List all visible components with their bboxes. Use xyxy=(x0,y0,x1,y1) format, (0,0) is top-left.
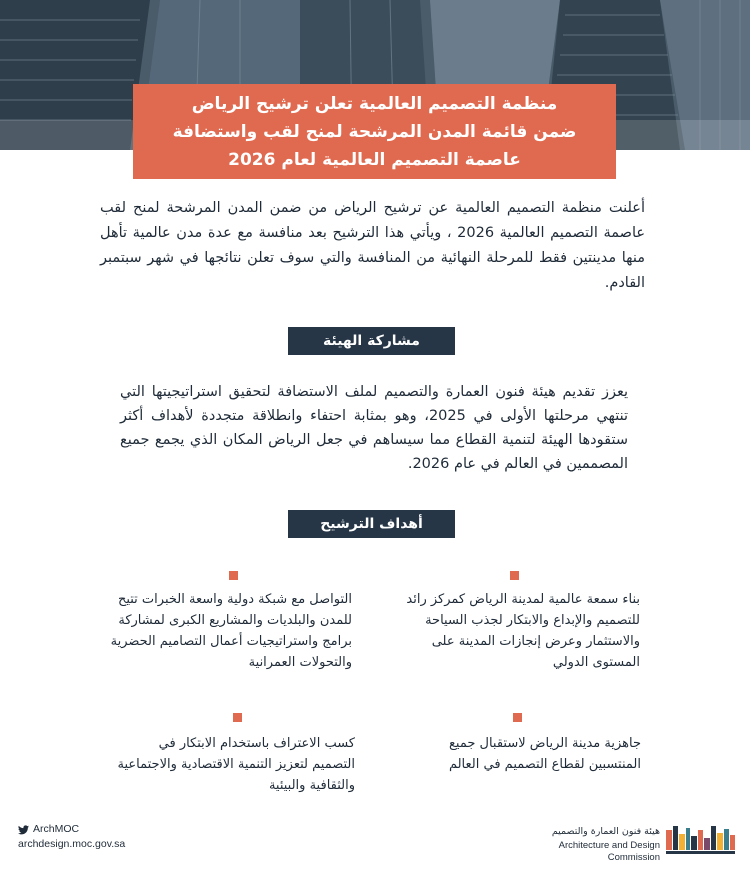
website-link[interactable]: archdesign.moc.gov.sa xyxy=(18,838,126,850)
twitter-handle[interactable]: ArchMOC xyxy=(33,823,80,835)
goal-bullet-1 xyxy=(510,571,519,580)
goal-item-2: التواصل مع شبكة دولية واسعة الخبرات تتيح للمدن والبلديات والمشاريع الكبرى لمشاركة برامج واستراتيجيات أعمال التصاميم الحضرية والتحولات العمرانية xyxy=(110,592,352,670)
headline-line-2: ضمن قائمة المدن المرشحة لمنح لقب واستضافة xyxy=(172,121,577,142)
section-header-goals: أهداف الترشيح xyxy=(288,510,455,538)
footer-contact xyxy=(18,822,125,852)
intro-paragraph: أعلنت منظمة التصميم العالمية عن ترشيح الرياض من ضمن المدن المرشحة لمنح لقب عاصمة التصميم العالمية 2026 ، ويأتي هذا الترشيح بعد منافسة مع عدة مدن عالمية تأهل منها مدينتين فقط للمرحلة النهائية من المنافسة والتي سوف تعلن نتائجها في شهر سبتمبر القادم. xyxy=(100,200,646,291)
goal-bullet-4 xyxy=(233,713,242,722)
goal-bullet-3 xyxy=(513,713,522,722)
participation-paragraph: يعزز تقديم هيئة فنون العمارة والتصميم لملف الاستضافة لتحقيق استراتيجيتها التي تنتهي مرحلتها الأولى في 2025، وهو بمثابة احتفاء وانطلاقة متجددة لأهداف أكثر ستقودها الهيئة لتنمية القطاع مما سيساهم في جعل الرياض المكان الذي يجمع جميع المصممين في العالم في عام 2026. xyxy=(120,384,628,472)
twitter-icon xyxy=(18,825,29,835)
logo-arabic-text: هيئة فنون العمارة والتصميم xyxy=(551,826,660,837)
goal-bullet-2 xyxy=(229,571,238,580)
goal-item-1: بناء سمعة عالمية لمدينة الرياض كمركز رائد للتصميم والإبداع والابتكار لجذب السياحة والاستثمار وعرض إنجازات المدينة على المستوى الدولي xyxy=(406,592,640,670)
headline-box xyxy=(133,84,616,179)
headline-line-1: منظمة التصميم العالمية تعلن ترشيح الرياض xyxy=(191,93,558,114)
headline-line-3: عاصمة التصميم العالمية لعام 2026 xyxy=(228,149,521,170)
section-header-participation: مشاركة الهيئة xyxy=(288,327,455,355)
commission-logo-mark xyxy=(666,824,736,856)
goal-item-3: جاهزية مدينة الرياض لاستقبال جميع المنتسبين لقطاع التصميم في العالم xyxy=(448,736,641,772)
goal-item-4: كسب الاعتراف باستخدام الابتكار في التصميم لتعزيز التنمية الاقتصادية والاجتماعية والثقافية والبيئية xyxy=(117,736,355,793)
logo-english-text: Architecture and Design Commission xyxy=(558,840,660,863)
